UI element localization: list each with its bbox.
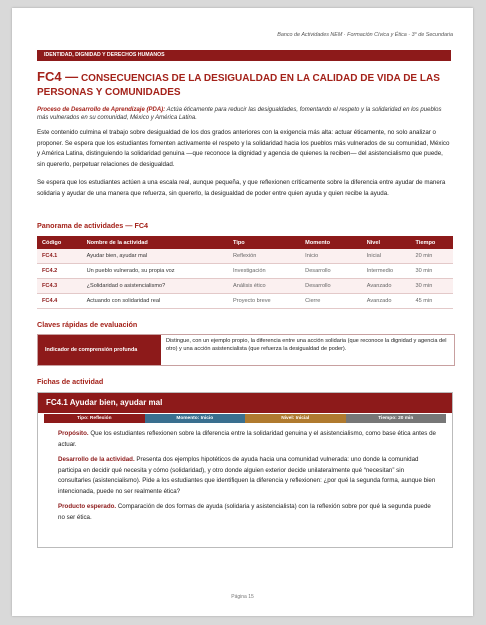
activity-code: FC4.3: [37, 279, 82, 294]
evaluation-box: [37, 334, 455, 366]
page-title: [37, 70, 453, 100]
column-header: Tipo: [228, 236, 300, 249]
evaluation-heading: Claves rápidas de evaluación: [37, 320, 138, 329]
activity-moment: Inicio: [300, 249, 362, 264]
activity-code: FC4.1: [37, 249, 82, 264]
activity-time: 45 min: [411, 294, 453, 309]
activity-level: Inicial: [362, 249, 411, 264]
pda-label: Proceso de Desarrollo de Aprendizaje (PDA):: [37, 107, 166, 113]
product-paragraph: [58, 502, 438, 523]
meta-time: Tiempo: 20 min: [346, 414, 447, 423]
activity-card-title: FC4.1 Ayudar bien, ayudar mal: [38, 393, 452, 413]
activity-time: 20 min: [411, 249, 453, 264]
activity-name: Un pueblo vulnerado, su propia voz: [82, 264, 228, 279]
activity-level: Intermedio: [362, 264, 411, 279]
development-paragraph: [58, 455, 438, 497]
page-number: Página 15: [231, 594, 254, 600]
column-header: Tiempo: [411, 236, 453, 249]
column-header: Nivel: [362, 236, 411, 249]
table-header-row: [37, 236, 453, 249]
activity-time: 30 min: [411, 279, 453, 294]
activity-type: Reflexión: [228, 249, 300, 264]
column-header: Código: [37, 236, 82, 249]
section-banner: IDENTIDAD, DIGNIDAD Y DERECHOS HUMANOS: [37, 50, 451, 61]
activity-moment: Cierre: [300, 294, 362, 309]
pda-text: Actúa éticamente para reducir las desigualdades, fomentando el respeto y la solidaridad en los pueblos más vulnerados en su comunidad, México y América Latina.: [37, 107, 442, 121]
activity-moment: Desarrollo: [300, 279, 362, 294]
meta-moment: Momento: Inicio: [145, 414, 246, 423]
activity-type: Proyecto breve: [228, 294, 300, 309]
activity-time: 30 min: [411, 264, 453, 279]
overview-table: [37, 236, 453, 309]
cards-heading: Fichas de actividad: [37, 377, 104, 386]
purpose-label: Propósito.: [58, 430, 89, 437]
intro-paragraph-1: Este contenido culmina el trabajo sobre desigualdad de los dos grados anteriores con la exigencia más alta: actuar éticamente, no solo analizar o proponer. Se espera que los estudiantes fomenten activamente el respeto y la solidaridad hacia los pueblos más vulnerados de su comunidad, México y América Latina, distinguiendo la solidaridad genuina —que reconoce la dignidad y agencia de quienes la reciben— del asistencialismo que puede, sin quererlo, perpetuar relaciones de desigualdad.: [37, 129, 450, 168]
column-header: Nombre de la actividad: [82, 236, 228, 249]
evaluation-text: Distingue, con un ejemplo propio, la diferencia entre una acción solidaria (que reconoce la dignidad y agencia del otro) y una acción asistencialista (que refuerza la desigualdad de poder).: [166, 338, 447, 352]
development-text: Presenta dos ejemplos hipotéticos de ayuda hacia una comunidad vulnerada: uno donde la comunidad participa en decidir qué necesita y cómo (solidaridad), y otro donde alguien exterior decide unilateralmente qué “necesitan” sin consultarles (asistencialismo). Pide a los estudiantes que identifiquen la diferencia y reflexionen: ¿por qué la segunda forma, aunque bien intencionada, puede no ser realmente ética?: [58, 456, 436, 495]
activity-moment: Desarrollo: [300, 264, 362, 279]
purpose-text: Que los estudiantes reflexionen sobre la diferencia entre la solidaridad genuina y el asistencialismo, como base ética antes de actuar.: [58, 430, 437, 448]
meta-type: Tipo: Reflexión: [44, 414, 145, 423]
activity-level: Avanzado: [362, 279, 411, 294]
column-header: Momento: [300, 236, 362, 249]
table-row: [37, 264, 453, 279]
development-label: Desarrollo de la actividad.: [58, 456, 135, 463]
product-label: Producto esperado.: [58, 503, 117, 510]
activity-code: FC4.2: [37, 264, 82, 279]
table-row: [37, 279, 453, 294]
table-row: [37, 294, 453, 309]
activity-type: Análisis ético: [228, 279, 300, 294]
activity-name: ¿Solidaridad o asistencialismo?: [82, 279, 228, 294]
activity-meta-row: [44, 414, 446, 423]
overview-heading: Panorama de actividades — FC4: [37, 221, 149, 230]
purpose-paragraph: [58, 429, 438, 450]
activity-level: Avanzado: [362, 294, 411, 309]
meta-level: Nivel: Inicial: [245, 414, 346, 423]
activity-card: [37, 392, 453, 548]
title-text: CONSECUENCIAS DE LA DESIGUALDAD EN LA CALIDAD DE VIDA DE LAS PERSONAS Y COMUNIDADES: [37, 73, 440, 98]
activity-code: FC4.4: [37, 294, 82, 309]
product-text: Comparación de dos formas de ayuda (solidaria y asistencialista) con la reflexión sobre por qué la segunda puede no ser ética.: [58, 503, 431, 521]
table-row: [37, 249, 453, 264]
activity-name: Ayudar bien, ayudar mal: [82, 249, 228, 264]
intro-paragraph-2: Se espera que los estudiantes actúen a una escala real, aunque pequeña, y que reflexionen críticamente sobre la diferencia entre ayudar de manera solidaria y ayudar de una manera que refuerza, sin quererlo, la desigualdad de poder entre quien ayuda y quien recibe la ayuda.: [37, 179, 446, 197]
activity-card-body: [58, 429, 438, 528]
pda-statement: [37, 106, 442, 122]
activity-name: Actuando con solidaridad real: [82, 294, 228, 309]
running-header: Banco de Actividades NEM · Formación Cívica y Ética · 3° de Secundaria: [277, 32, 453, 38]
document-page: [12, 8, 473, 616]
activity-type: Investigación: [228, 264, 300, 279]
title-code: FC4 —: [37, 69, 79, 84]
evaluation-label: Indicador de comprensión profunda: [38, 335, 161, 365]
